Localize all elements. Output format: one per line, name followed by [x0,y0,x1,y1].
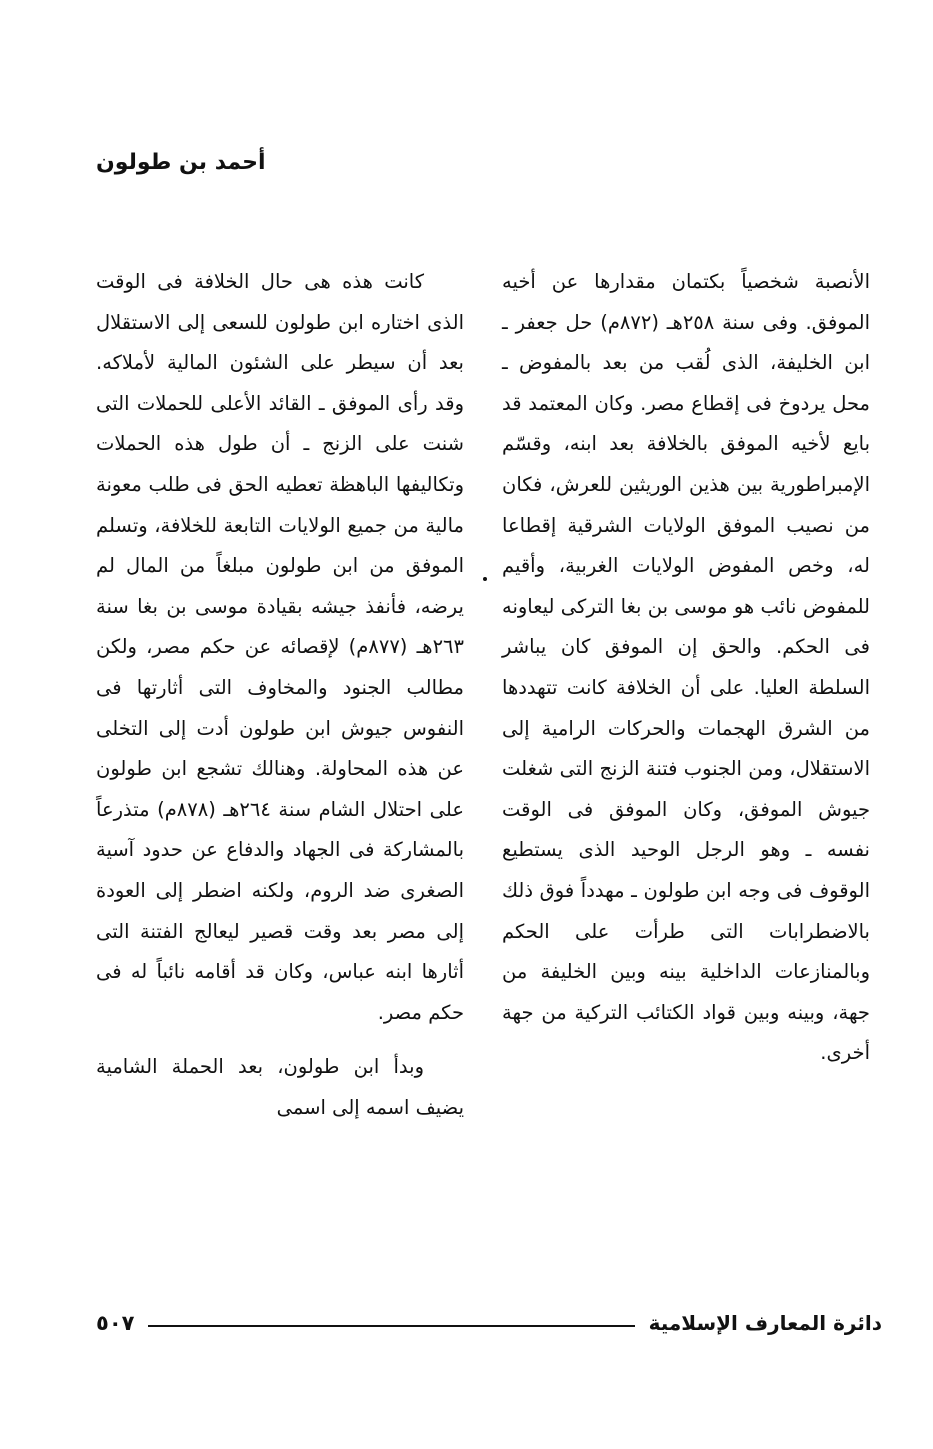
text-column-right [502,262,870,1074]
margin-mark [483,577,487,581]
running-title: أحمد بن طولون [96,150,266,175]
page-footer [96,1306,882,1340]
publication-title: دائرة المعارف الإسلامية [648,1311,882,1335]
page-number: ٥٠٧ [96,1311,135,1335]
text-column-left [96,262,464,1128]
footer-divider [148,1325,634,1327]
paragraph: وبدأ ابن طولون، بعد الحملة الشامية يضيف اسمه إلى اسمى [96,1055,464,1119]
paragraph: كانت هذه هى حال الخلافة فى الوقت الذى اختاره ابن طولون للسعى إلى الاستقلال بعد أن سيطر على الشئون المالية لأملاكه. وقد رأى الموفق ـ القائد الأعلى للحملات التى شنت على الزنج ـ أن طول هذه الحملات وتكاليفها الباهظة تعطيه الحق فى طلب معونة مالية من جميع الولايات التابعة للخلافة، وتسلم الموفق من ابن طولون مبلغاً من المال لم يرضه، فأنفذ جيشه بقيادة موسى بن بغا سنة ٢٦٣هـ (٨٧٧م) لإقصائه عن حكم مصر، ولكن مطالب الجنود والمخاوف التى أثارتها فى النفوس جيوش ابن طولون أدت إلى التخلى عن هذه المحاولة. وهنالك تشجع ابن طولون على احتلال الشام سنة ٢٦٤هـ (٨٧٨م) متذرعاً بالمشاركة فى الجهاد والدفاع عن حدود آسية الصغرى ضد الروم، ولكنه اضطر إلى العودة إلى مصر بعد وقت قصير ليعالج الفتنة التى أثارها ابنه عباس، وكان قد أقامه نائباً له فى حكم مصر. [96,270,464,1024]
paragraph: الأنصبة شخصياً بكتمان مقدارها عن أخيه الموفق. وفى سنة ٢٥٨هـ (٨٧٢م) حل جعفر ـ ابن الخليفة، الذى لُقب من بعد بالمفوض ـ محل يردوخ فى إقطاع مصر. وكان المعتمد قد بايع لأخيه الموفق بالخلافة بعد ابنه، وقسّم الإمبراطورية بين هذين الوريثين للعرش، فكان من نصيب الموفق الولايات الشرقية إقطاعا له، وخص المفوض الولايات الغربية، وأقيم للمفوض نائب هو موسى بن بغا التركى ليعاونه فى الحكم. والحق إن الموفق كان يباشر السلطة العليا. على أن الخلافة كانت تتهددها من الشرق الهجمات والحركات الرامية إلى الاستقلال، ومن الجنوب فتنة الزنج التى شغلت جيوش الموفق، وكان الموفق فى الوقت نفسه ـ وهو الرجل الوحيد الذى يستطيع الوقوف فى وجه ابن طولون ـ مهدداً فوق ذلك بالاضطرابات التى طرأت على الحكم وبالمنازعات الداخلية بينه وبين الخليفة من جهة، وبينه وبين قواد الكتائب التركية من جهة أخرى. [502,270,870,1065]
